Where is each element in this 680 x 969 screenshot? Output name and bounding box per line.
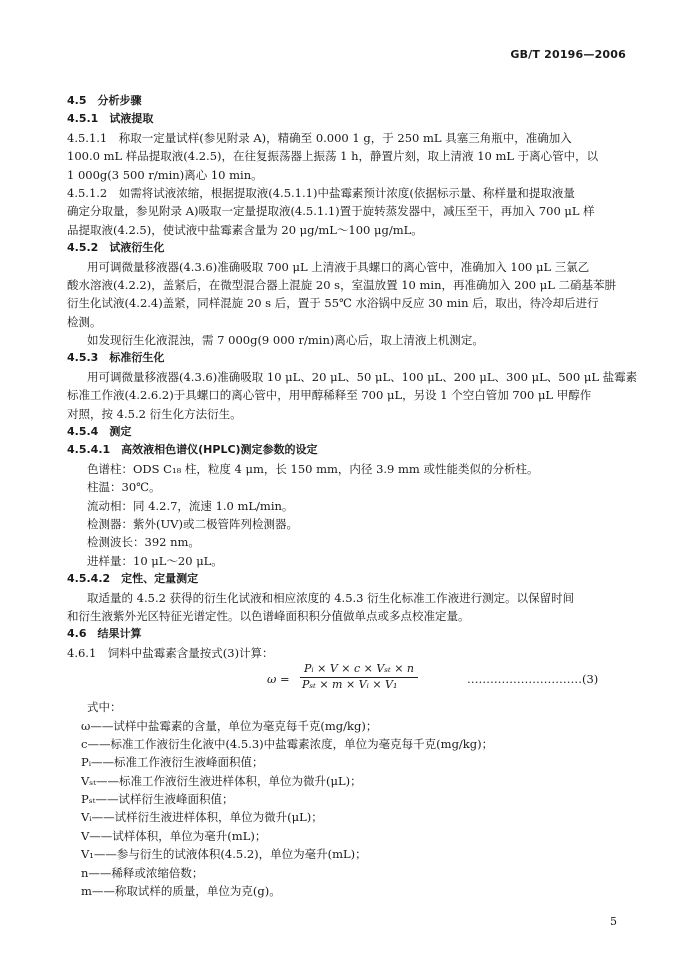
variable-definitions — [67, 717, 635, 901]
text-line: 检测器：紫外(UV)或二极管阵列检测器。 — [87, 516, 298, 531]
text-line: 检测。 — [67, 314, 102, 329]
section-heading: 4.6 结果计算 — [67, 627, 142, 641]
text-line: 如发现衍生化液混浊，需 7 000g(9 000 r/min)离心后，取上清液上机测定。 — [87, 333, 484, 348]
section-heading: 4.5 分析步骤 — [67, 94, 142, 107]
variable-definition: Vᵢ——试样衍生液进样体积，单位为微升(μL)； — [81, 810, 323, 825]
text-line: 4.5.1.1 称取一定量试样(参见附录 A)，精确至 0.000 1 g，于 250 mL 具塞三角瓶中，准确加入 — [67, 130, 572, 145]
text-line: 酸水溶液(4.2.2)，盖紧后，在微型混合器上混旋 20 s，室温放置 10 min，再准确加入 200 μL 二硝基苯肼 — [67, 277, 617, 292]
text-line: 衍生化试液(4.2.4)盖紧，同样混旋 20 s 后，置于 55℃ 水浴锅中反应 30 min 后，取出，待冷却后进行 — [67, 296, 599, 311]
section-heading: 4.5.2 试液衍生化 — [67, 241, 165, 255]
text-lines — [67, 92, 638, 662]
variable-definition: Pₛₜ——试样衍生液峰面积值； — [81, 792, 234, 807]
text-line: 柱温：30℃。 — [87, 480, 161, 495]
section-heading: 4.5.3 标准衍生化 — [67, 351, 165, 365]
text-line: 和衍生液紫外光区特征光谱定性。以色谱峰面积积分值做单点或多点校准定量。 — [67, 608, 470, 623]
text-line: 取适量的 4.5.2 获得的衍生化试液和相应浓度的 4.5.3 衍生化标准工作液进行测定。以保留时间 — [87, 590, 575, 605]
variable-definition: V₁——参与衍生的试液体积(4.5.2)，单位为毫升(mL)； — [81, 847, 367, 862]
page-number: 5 — [610, 915, 617, 928]
document-body — [67, 92, 638, 900]
section-heading: 4.5.1 试液提取 — [67, 112, 154, 126]
text-line: 1 000g(3 500 r/min)离心 10 min。 — [67, 167, 263, 182]
formula-denominator: Pₛₜ × m × Vᵢ × V₁ — [302, 678, 398, 692]
formula-numerator: Pᵢ × V × c × Vₛₜ × n — [304, 662, 415, 676]
text-line: 标准工作液(4.2.6.2)于具螺口的离心管中，用甲醇稀释至 700 μL，另设 1 个空白管加 700 μL 甲醇作 — [67, 388, 592, 403]
variable-definition: m——称取试样的质量，单位为克(g)。 — [81, 884, 281, 899]
equation-number: …………………………(3) — [467, 672, 599, 687]
text-line: 流动相：同 4.2.7，流速 1.0 mL/min。 — [87, 498, 294, 513]
section-heading: 4.5.4 测定 — [67, 425, 132, 439]
section-heading: 4.5.4.1 高效液相色谱仪(HPLC)测定参数的设定 — [67, 443, 318, 457]
text-line: 确定分取量，参见附录 A)吸取一定量提取液(4.5.1.1)置于旋转蒸发器中，减压至干，再加入 700 μL 样 — [67, 204, 595, 219]
standard-code-header: GB/T 20196—2006 — [510, 48, 626, 61]
variable-definition: n——稀释或浓缩倍数； — [81, 865, 204, 880]
text-line: 进样量：10 μL～20 μL。 — [87, 553, 223, 568]
text-line: 用可调微量移液器(4.3.6)准确吸取 10 μL、20 μL、50 μL、100 μL、200 μL、300 μL、500 μL 盐霉素 — [87, 369, 638, 384]
variable-definition: Pᵢ——标准工作液衍生液峰面积值； — [81, 755, 264, 770]
text-line: 4.5.1.2 如需将试液浓缩，根据提取液(4.5.1.1)中盐霉素预计浓度(依据标示量、称样量和提取液量 — [67, 185, 575, 200]
formula-lhs: ω = — [267, 672, 290, 687]
text-line: 4.6.1 饲料中盐霉素含量按式(3)计算： — [67, 645, 274, 660]
text-line: 检测波长：392 nm。 — [87, 535, 200, 550]
definitions-intro: 式中： — [87, 700, 122, 715]
variable-definition: ω——试样中盐霉素的含量，单位为毫克每千克(mg/kg)； — [81, 718, 378, 733]
section-heading: 4.5.4.2 定性、定量测定 — [67, 572, 199, 586]
text-line: 100.0 mL 样品提取液(4.2.5)，在往复振荡器上振荡 1 h，静置片刻，取上清液 10 mL 于离心管中，以 — [67, 149, 599, 164]
text-line: 色谱柱：ODS C₁₈ 柱，粒度 4 μm，长 150 mm，内径 3.9 mm 或性能类似的分析柱。 — [87, 461, 539, 476]
formula-3 — [67, 664, 635, 694]
text-line: 品提取液(4.2.5)，使试液中盐霉素含量为 20 μg/mL～100 μg/mL。 — [67, 222, 423, 237]
variable-definition: Vₛₜ——标准工作液衍生液进样体积，单位为微升(μL)； — [81, 773, 362, 788]
text-line: 用可调微量移液器(4.3.6)准确吸取 700 μL 上清液于具螺口的离心管中，准确加入 100 μL 三氯乙 — [87, 259, 590, 274]
variable-definition: V——试样体积，单位为毫升(mL)； — [81, 828, 267, 843]
variable-definition: c——标准工作液衍生化液中(4.5.3)中盐霉素浓度，单位为毫克每千克(mg/kg)； — [81, 736, 494, 751]
text-line: 对照，按 4.5.2 衍生化方法衍生。 — [67, 406, 242, 421]
